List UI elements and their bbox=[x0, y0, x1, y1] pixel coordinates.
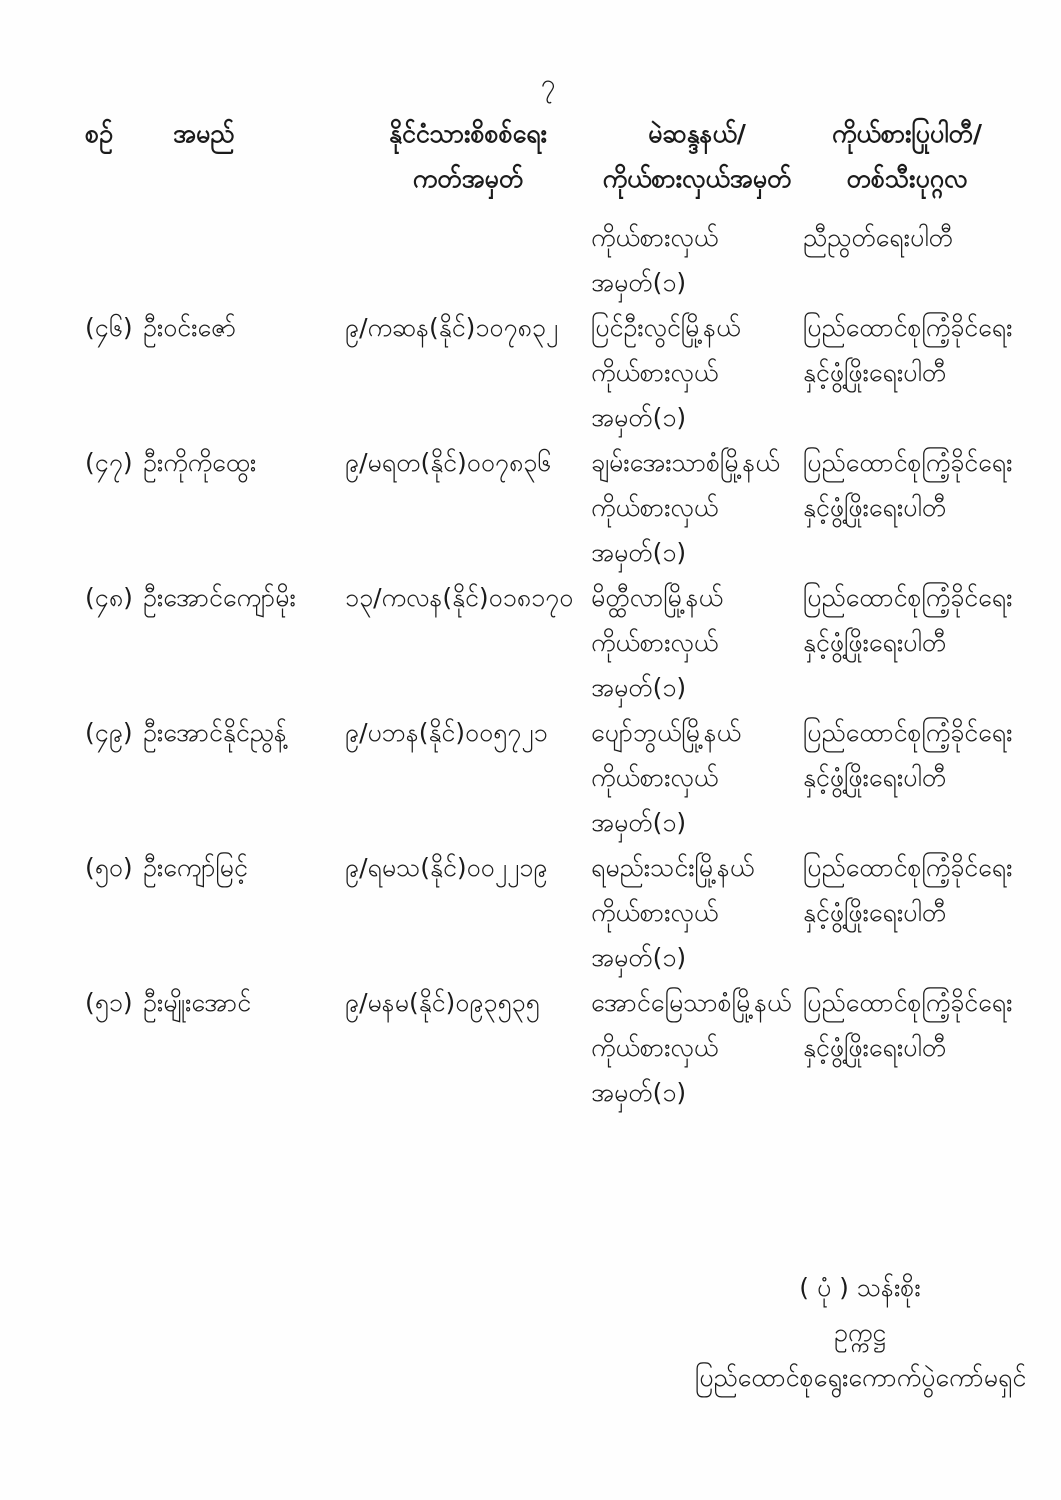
constituency-cell bbox=[591, 845, 803, 980]
party-cell bbox=[803, 980, 1011, 1070]
cell-line: ကိုယ်စားလှယ် bbox=[591, 1033, 719, 1062]
table-row bbox=[85, 845, 1011, 980]
cell-line: အမှတ်(၁) bbox=[591, 1078, 687, 1107]
nrc-cell: ၁၃/ကလန(နိုင်)၀၁၈၁၇၀ bbox=[345, 583, 574, 612]
nrc-cell: ၉/ကဆန(နိုင်)၁၀၇၈၃၂ bbox=[345, 313, 559, 342]
cell-line: အမှတ်(၁) bbox=[591, 268, 687, 297]
cell-line: ပျော်ဘွယ်မြို့နယ် bbox=[591, 718, 741, 747]
party-cell bbox=[803, 440, 1011, 530]
constituency-cell bbox=[591, 215, 803, 305]
column-header-serial bbox=[85, 111, 143, 156]
name-cell: ဦးအောင်နိုင်ညွန့် bbox=[143, 718, 287, 747]
nrc-cell: ၉/ရမသ(နိုင်)၀၀၂၂၁၉ bbox=[345, 853, 548, 882]
header-constituency-line1: မဲဆန္ဒနယ်/ bbox=[648, 119, 746, 148]
header-party-line1: ကိုယ်စားပြုပါတီ/ bbox=[832, 119, 982, 148]
row-number-cell: (၄၉) bbox=[85, 718, 133, 747]
cell-line: အမှတ်(၁) bbox=[591, 808, 687, 837]
cell-line: နှင့်ဖွံ့ဖြိုးရေးပါတီ bbox=[803, 763, 947, 792]
cell-line: နှင့်ဖွံ့ဖြိုးရေးပါတီ bbox=[803, 358, 947, 387]
constituency-cell bbox=[591, 575, 803, 710]
row-number-cell: (၅၁) bbox=[85, 988, 133, 1017]
constituency-cell bbox=[591, 710, 803, 845]
party-cell bbox=[803, 215, 1011, 260]
cell-line: ပြည်ထောင်စုကြံ့ခိုင်ရေး bbox=[803, 853, 1013, 882]
constituency-cell bbox=[591, 440, 803, 575]
cell-line: အောင်မြေသာစံမြို့နယ် bbox=[591, 988, 792, 1017]
name-cell: ဦးကျော်မြင့် bbox=[143, 853, 248, 882]
cell-line: ကိုယ်စားလှယ် bbox=[591, 898, 719, 927]
party-cell bbox=[803, 575, 1011, 665]
table-row bbox=[85, 575, 1011, 710]
row-number-cell: (၄၇) bbox=[85, 448, 133, 477]
header-party-line2: တစ်သီးပုဂ္ဂလ bbox=[846, 164, 968, 193]
signature-block bbox=[695, 1265, 1025, 1400]
party-cell bbox=[803, 845, 1011, 935]
cell-line: ပြည်ထောင်စုကြံ့ခိုင်ရေး bbox=[803, 583, 1013, 612]
cell-line: အမှတ်(၁) bbox=[591, 403, 687, 432]
cell-line: နှင့်ဖွံ့ဖြိုးရေးပါတီ bbox=[803, 628, 947, 657]
cell-line: ကိုယ်စားလှယ် bbox=[591, 628, 719, 657]
table-row bbox=[85, 980, 1011, 1115]
cell-line: အမှတ်(၁) bbox=[591, 943, 687, 972]
row-number-cell: (၄၈) bbox=[85, 583, 133, 612]
table-row bbox=[85, 305, 1011, 440]
header-nrc-line1: နိုင်ငံသားစိစစ်ရေး bbox=[389, 119, 547, 148]
cell-line: အမှတ်(၁) bbox=[591, 673, 687, 702]
cell-line: နှင့်ဖွံ့ဖြိုးရေးပါတီ bbox=[803, 898, 947, 927]
cell-line: ကိုယ်စားလှယ် bbox=[591, 358, 719, 387]
cell-line: ကိုယ်စားလှယ် bbox=[591, 223, 719, 252]
name-cell: ဦးဝင်းဇော် bbox=[143, 313, 237, 342]
page-number: ၇ bbox=[540, 69, 556, 99]
signature-name: ( ပုံ ) သန်းစိုး bbox=[799, 1273, 921, 1302]
nrc-cell: ၉/ပဘန(နိုင်)၀၀၅၇၂၁ bbox=[345, 718, 548, 747]
party-cell bbox=[803, 710, 1011, 800]
name-cell: ဦးကိုကိုထွေး bbox=[143, 448, 257, 477]
cell-line: ကိုယ်စားလှယ် bbox=[591, 493, 719, 522]
table-header-row bbox=[85, 111, 1011, 201]
header-constituency-line2: ကိုယ်စားလှယ်အမှတ် bbox=[602, 164, 792, 193]
column-header-constituency bbox=[591, 111, 803, 201]
header-nrc-line2: ကတ်အမှတ် bbox=[412, 164, 524, 193]
cell-line: ညီညွတ်ရေးပါတီ bbox=[803, 223, 953, 252]
column-header-nrc bbox=[345, 111, 591, 201]
column-header-party bbox=[803, 111, 1011, 201]
row-number-cell: (၄၆) bbox=[85, 313, 133, 342]
cell-line: ပြင်ဦးလွင်မြို့နယ် bbox=[591, 313, 741, 342]
cell-line: ပြည်ထောင်စုကြံ့ခိုင်ရေး bbox=[803, 718, 1013, 747]
cell-line: မိတ္ထီလာမြို့နယ် bbox=[591, 583, 723, 612]
cell-line: အမှတ်(၁) bbox=[591, 538, 687, 567]
cell-line: နှင့်ဖွံ့ဖြိုးရေးပါတီ bbox=[803, 1033, 947, 1062]
cell-line: ပြည်ထောင်စုကြံ့ခိုင်ရေး bbox=[803, 313, 1013, 342]
row-number-cell: (၅၀) bbox=[85, 853, 133, 882]
name-cell: ဦးအောင်ကျော်မိုး bbox=[143, 583, 296, 612]
table-row bbox=[85, 710, 1011, 845]
cell-line: ကိုယ်စားလှယ် bbox=[591, 763, 719, 792]
header-serial-label: စဉ် bbox=[85, 119, 113, 148]
nrc-cell: ၉/မရတ(နိုင်)၀၀၇၈၃၆ bbox=[345, 448, 552, 477]
constituency-cell bbox=[591, 980, 803, 1115]
cell-line: ချမ်းအေးသာစံမြို့နယ် bbox=[591, 448, 780, 477]
signature-organization: ပြည်ထောင်စုရွေးကောက်ပွဲကော်မရှင် bbox=[695, 1363, 1027, 1392]
cell-line: ပြည်ထောင်စုကြံ့ခိုင်ရေး bbox=[803, 988, 1013, 1017]
constituency-cell bbox=[591, 305, 803, 440]
table-row bbox=[85, 440, 1011, 575]
table-body bbox=[85, 215, 1011, 1115]
header-name-label: အမည် bbox=[173, 119, 235, 148]
nrc-cell: ၉/မနမ(နိုင်)၀၉၃၅၃၅ bbox=[345, 988, 540, 1017]
signature-title: ဥက္ကဋ္ဌ bbox=[834, 1318, 886, 1347]
cell-line: ရမည်းသင်းမြို့နယ် bbox=[591, 853, 755, 882]
cell-line: နှင့်ဖွံ့ဖြိုးရေးပါတီ bbox=[803, 493, 947, 522]
table-row bbox=[85, 215, 1011, 305]
cell-line: ပြည်ထောင်စုကြံ့ခိုင်ရေး bbox=[803, 448, 1013, 477]
name-cell: ဦးမျိုးအောင် bbox=[143, 988, 252, 1017]
column-header-name bbox=[143, 111, 345, 156]
party-cell bbox=[803, 305, 1011, 395]
